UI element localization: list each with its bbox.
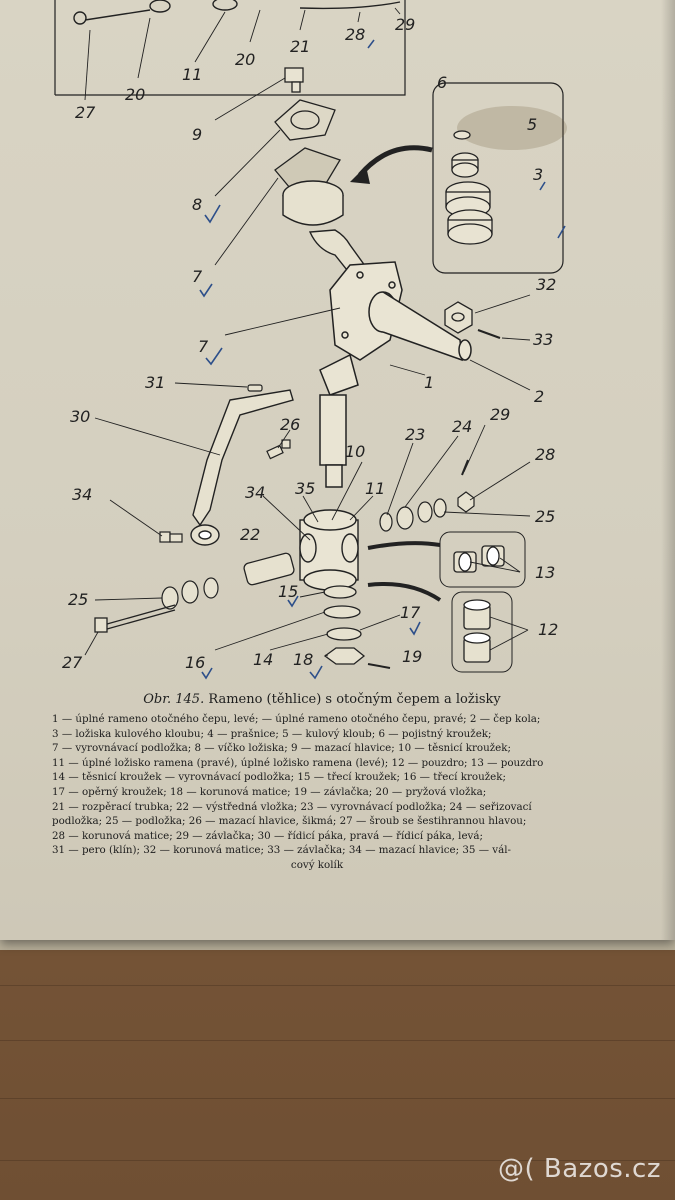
key-31: [248, 385, 262, 391]
label-26: 26: [280, 415, 301, 434]
label-6: 6: [437, 73, 448, 92]
label-7-lower: 7: [198, 337, 209, 356]
legend-line: 14 — těsnicí kroužek — vyrovnávací podložka; 15 — třecí kroužek; 16 — třecí kroužek;: [52, 771, 506, 784]
label-33: 33: [533, 330, 554, 349]
label-25-left: 25: [68, 590, 89, 609]
legend-line: 1 — úplné rameno otočného čepu, levé; — úplné rameno otočného čepu, pravé; 2 — čep kola;: [52, 713, 541, 725]
label-7-upper: 7: [192, 267, 203, 286]
washers-23-24: [380, 492, 474, 531]
label-3: 3: [533, 165, 544, 184]
grease-nipple-9: [285, 68, 303, 92]
pin-33: [478, 330, 500, 338]
label-25-right: 25: [535, 507, 556, 526]
label-28-top: 28: [345, 25, 366, 44]
legend-line: 7 — vyrovnávací podložka; 8 — víčko ložiska; 9 — mazací hlavice; 10 — těsnicí kroužek;: [52, 742, 511, 755]
pen-tick: [410, 622, 420, 634]
arm-bearing-11: [300, 510, 358, 590]
arrow-12: [368, 584, 440, 600]
legend-line: 3 — ložiska kulového kloubu; 4 — prašnice; 5 — kulový kloub; 6 — pojistný kroužek;: [52, 727, 492, 740]
label-31: 31: [145, 373, 166, 392]
label-10: 10: [345, 442, 366, 461]
label-20-top: 20: [125, 85, 146, 104]
label-30: 30: [70, 407, 91, 426]
label-11: 11: [365, 479, 386, 498]
label-29-top: 29: [395, 15, 416, 34]
label-9: 9: [192, 125, 203, 144]
stub-axle-knuckle: [320, 262, 471, 487]
figure-caption: [52, 692, 592, 707]
legend-line: 31 — pero (klín); 32 — korunová matice; 33 — závlačka; 34 — mazací hlavice; 35 — vál-: [52, 844, 512, 857]
label-16: 16: [185, 653, 206, 672]
label-12: 12: [538, 620, 559, 639]
bearing-cap-8: [275, 100, 335, 140]
top-bolt-assembly: [74, 0, 400, 24]
steering-lever-30: [191, 390, 293, 545]
eccentric-insert-22: [243, 552, 295, 586]
washers-25-left: [162, 578, 218, 609]
legend-line: podložka; 25 — podložka; 26 — mazací hlavice, šikmá; 27 — šroub se šestihrannou hlavou;: [52, 815, 527, 828]
label-8: 8: [192, 195, 203, 214]
label-15: 15: [278, 582, 299, 601]
label-32: 32: [536, 275, 557, 294]
legend-line: 17 — opěrný kroužek; 18 — korunová matice; 19 — závlačka; 20 — pryžová vložka;: [52, 785, 487, 798]
pin-19: [368, 664, 390, 668]
label-29: 29: [490, 405, 511, 424]
label-27: 27: [62, 653, 83, 672]
label-28: 28: [535, 445, 556, 464]
figure-number: Obr. 145.: [143, 692, 205, 707]
label-11-top: 11: [182, 65, 203, 84]
pin-29: [462, 460, 468, 475]
inset-arrow: [360, 148, 432, 175]
legend-line: 11 — úplné ložisko ramena (pravé), úplné ložisko ramena (levé); 12 — pouzdro; 13 — pouzdro: [52, 756, 544, 769]
label-2: 2: [534, 387, 545, 406]
wood-grain: [0, 985, 675, 986]
label-17: 17: [400, 603, 421, 622]
label-22: 22: [240, 525, 261, 544]
label-14: 14: [253, 650, 274, 669]
bushings-12: [464, 600, 490, 662]
arrow-13: [368, 543, 440, 548]
label-24: 24: [452, 417, 473, 436]
label-13: 13: [535, 563, 556, 582]
label-5: 5: [527, 115, 538, 134]
label-27-top: 27: [75, 103, 96, 122]
bushings-13: [454, 546, 504, 572]
grease-nipple-34: [160, 532, 182, 542]
top-frame: [55, 0, 405, 95]
ball-joint-bearing: [446, 131, 492, 244]
pen-tick: [368, 40, 374, 48]
legend-line: 28 — korunová matice; 29 — závlačka; 30 — řídicí páka, pravá — řídicí páka, levá;: [52, 829, 483, 842]
label-34: 34: [245, 483, 266, 502]
label-23: 23: [405, 425, 426, 444]
rings-stack: [324, 586, 364, 664]
parts-legend: [52, 712, 582, 873]
legend-line: 21 — rozpěrací trubka; 22 — výstředná vložka; 23 — vyrovnávací podložka; 24 — seřizovací: [52, 800, 532, 813]
pen-tick: [558, 226, 565, 238]
label-19: 19: [402, 647, 423, 666]
bazos-watermark: @( Bazos.cz: [498, 1154, 661, 1184]
stain: [457, 106, 567, 150]
label-1: 1: [424, 373, 435, 392]
pen-tick: [205, 205, 220, 222]
label-21-top: 21: [290, 37, 311, 56]
bolt-27: [95, 605, 175, 632]
grease-nipple-26: [267, 440, 290, 459]
wood-grain: [0, 1040, 675, 1041]
figure-title: Rameno (těhlice) s otočným čepem a ložisky: [208, 692, 501, 707]
label-20-top-b: 20: [235, 50, 256, 69]
label-34-left: 34: [72, 485, 93, 504]
wood-grain: [0, 1098, 675, 1099]
label-18: 18: [293, 650, 314, 669]
pen-tick: [206, 348, 222, 364]
legend-line: cový kolík: [290, 858, 344, 871]
label-35: 35: [295, 479, 316, 498]
nut-32: [445, 302, 472, 333]
